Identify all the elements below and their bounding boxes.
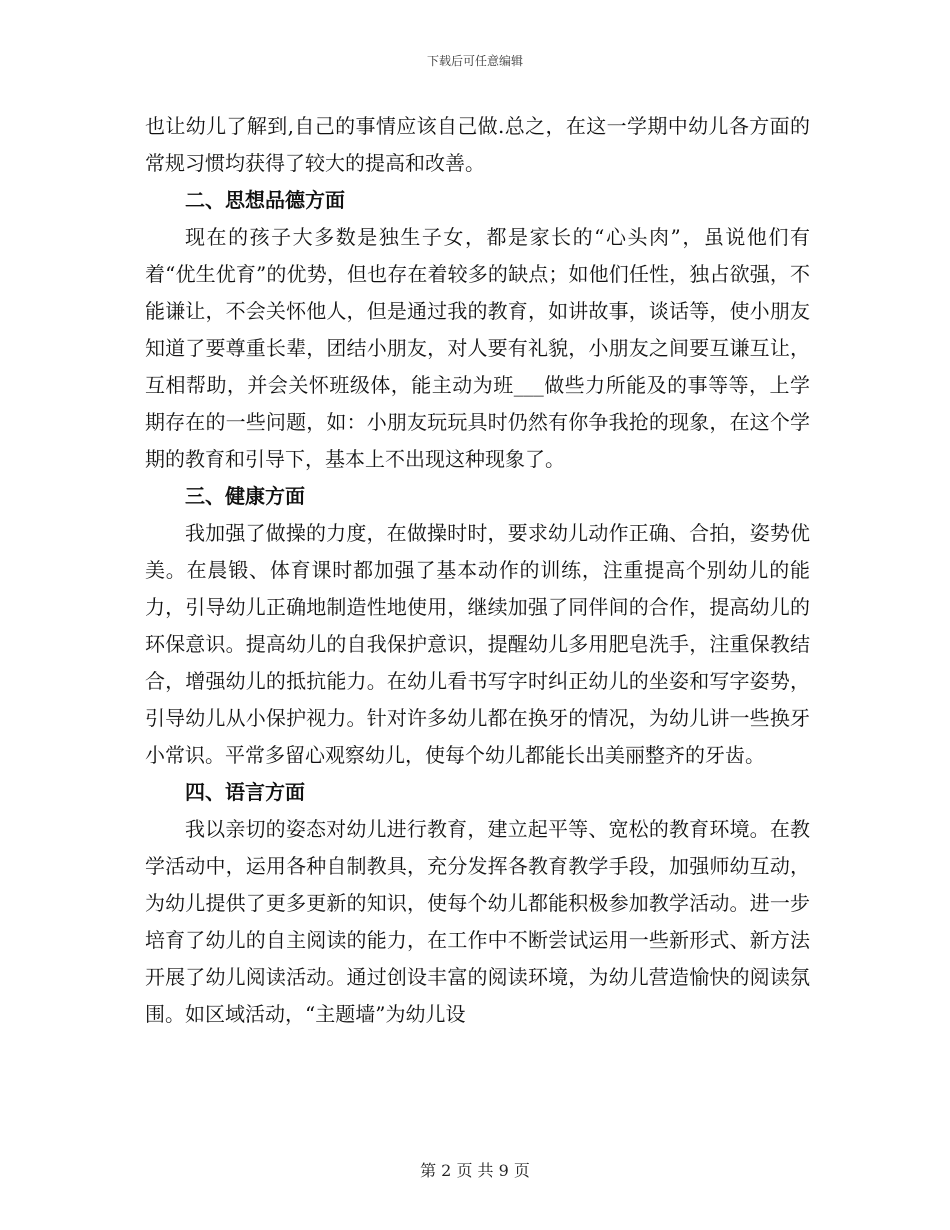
section-heading-health: 三、健康方面 (185, 484, 305, 508)
section-heading-moral: 二、思想品德方面 (185, 188, 345, 212)
paragraph-continued: 也让幼儿了解到,自己的事情应该自己做.总之，在这一学期中幼儿各方面的常规习惯均获得了较大的提高和改善。 (145, 114, 810, 175)
paragraph-health: 我加强了做操的力度，在做操时时，要求幼儿动作正确、合拍，姿势优美。在晨锻、体育课时都加强了基本动作的训练，注重提高个别幼儿的能力，引导幼儿正确地制造性地使用，继续加强了同伴间的合作，提高幼儿的环保意识。提高幼儿的自我保护意识，提醒幼儿多用肥皂洗手，注重保教结合，增强幼儿的抵抗能力。在幼儿看书写字时纠正幼儿的坐姿和写字姿势，引导幼儿从小保护视力。针对许多幼儿都在换牙的情况，为幼儿讲一些换牙小常识。平常多留心观察幼儿，使每个幼儿都能长出美丽整齐的牙齿。 (145, 521, 810, 767)
page-number: 第 2 页 共 9 页 (420, 1161, 530, 1180)
section-heading-language: 四、语言方面 (185, 780, 305, 804)
paragraph-language: 我以亲切的姿态对幼儿进行教育，建立起平等、宽松的教育环境。在教学活动中，运用各种自制教具，充分发挥各教育教学手段，加强师幼互动，为幼儿提供了更多更新的知识，使每个幼儿都能积极参加教学活动。进一步培育了幼儿的自主阅读的能力，在工作中不断尝试运用一些新形式、新方法开展了幼儿阅读活动。通过创设丰富的阅读环境，为幼儿营造愉快的阅读氛围。如区域活动，“主题墙”为幼儿设 (145, 817, 810, 1026)
paragraph-moral: 现在的孩子大多数是独生子女，都是家长的“心头肉”，虽说他们有着“优生优育”的优势，但也存在着较多的缺点；如他们任性，独占欲强，不能谦让，不会关怀他人，但是通过我的教育，如讲故事，谈话等，使小朋友知道了要尊重长辈，团结小朋友，对人要有礼貌，小朋友之间要互谦互让，互相帮助，并会关怀班级体，能主动为班___做些力所能及的事等等，上学期存在的一些问题，如：小朋友玩玩具时仍然有你争我抢的现象，在这个学期的教育和引导下，基本上不出现这种现象了。 (145, 225, 810, 471)
header-note: 下载后可任意编辑 (426, 54, 523, 68)
document-body (145, 108, 810, 1033)
